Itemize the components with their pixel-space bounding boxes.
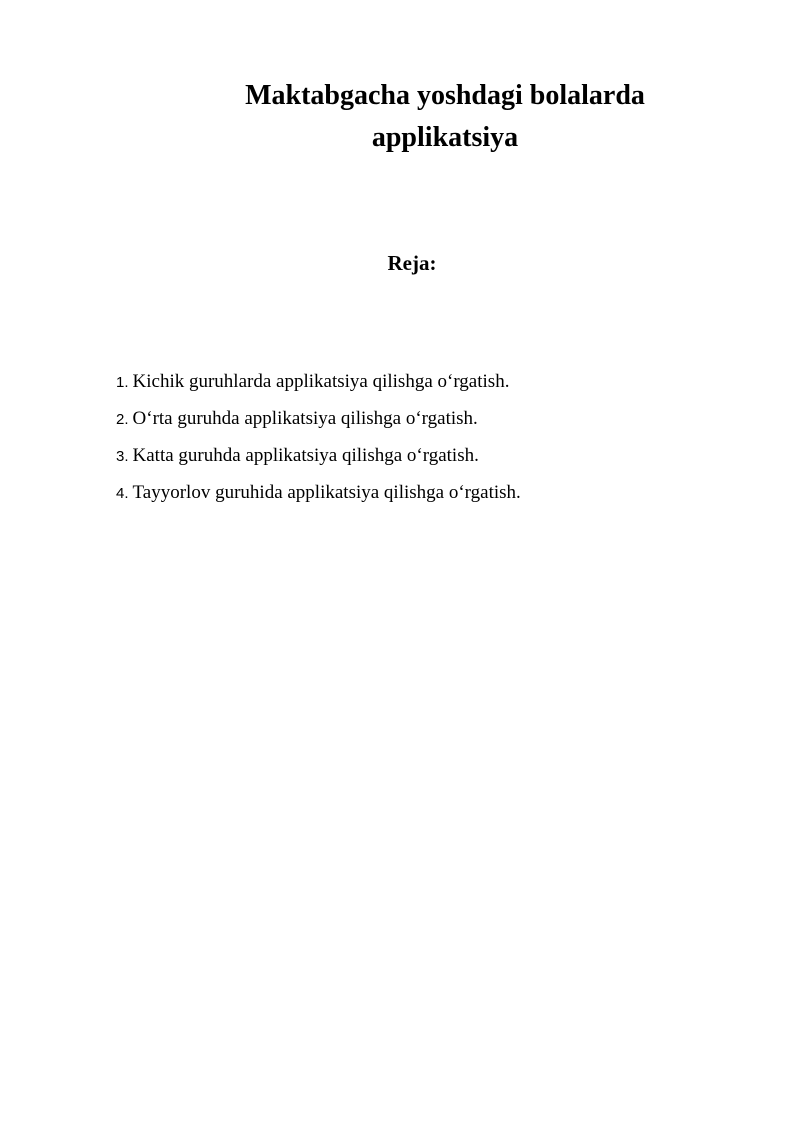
plan-heading: Reja: <box>387 251 437 275</box>
document-title-line-2: applikatsiya <box>371 122 519 153</box>
plan-item-text: Kichik guruhlarda applikatsiya qilishga o‘rgatish. <box>132 371 510 392</box>
plan-item <box>116 370 521 407</box>
document-title-line-1: Maktabgacha yoshdagi bolalarda <box>245 80 645 111</box>
plan-item <box>116 444 521 481</box>
plan-list <box>116 370 521 518</box>
plan-item-number: 3. <box>116 448 129 465</box>
plan-item-number: 4. <box>116 485 129 502</box>
plan-item <box>116 407 521 444</box>
plan-item-text: Tayyorlov guruhida applikatsiya qilishga o‘rgatish. <box>132 482 521 503</box>
plan-item-number: 2. <box>116 411 129 428</box>
plan-item <box>116 481 521 518</box>
plan-item-number: 1. <box>116 374 129 391</box>
plan-item-text: Katta guruhda applikatsiya qilishga o‘rgatish. <box>132 445 479 466</box>
plan-item-text: O‘rta guruhda applikatsiya qilishga o‘rgatish. <box>132 408 478 429</box>
